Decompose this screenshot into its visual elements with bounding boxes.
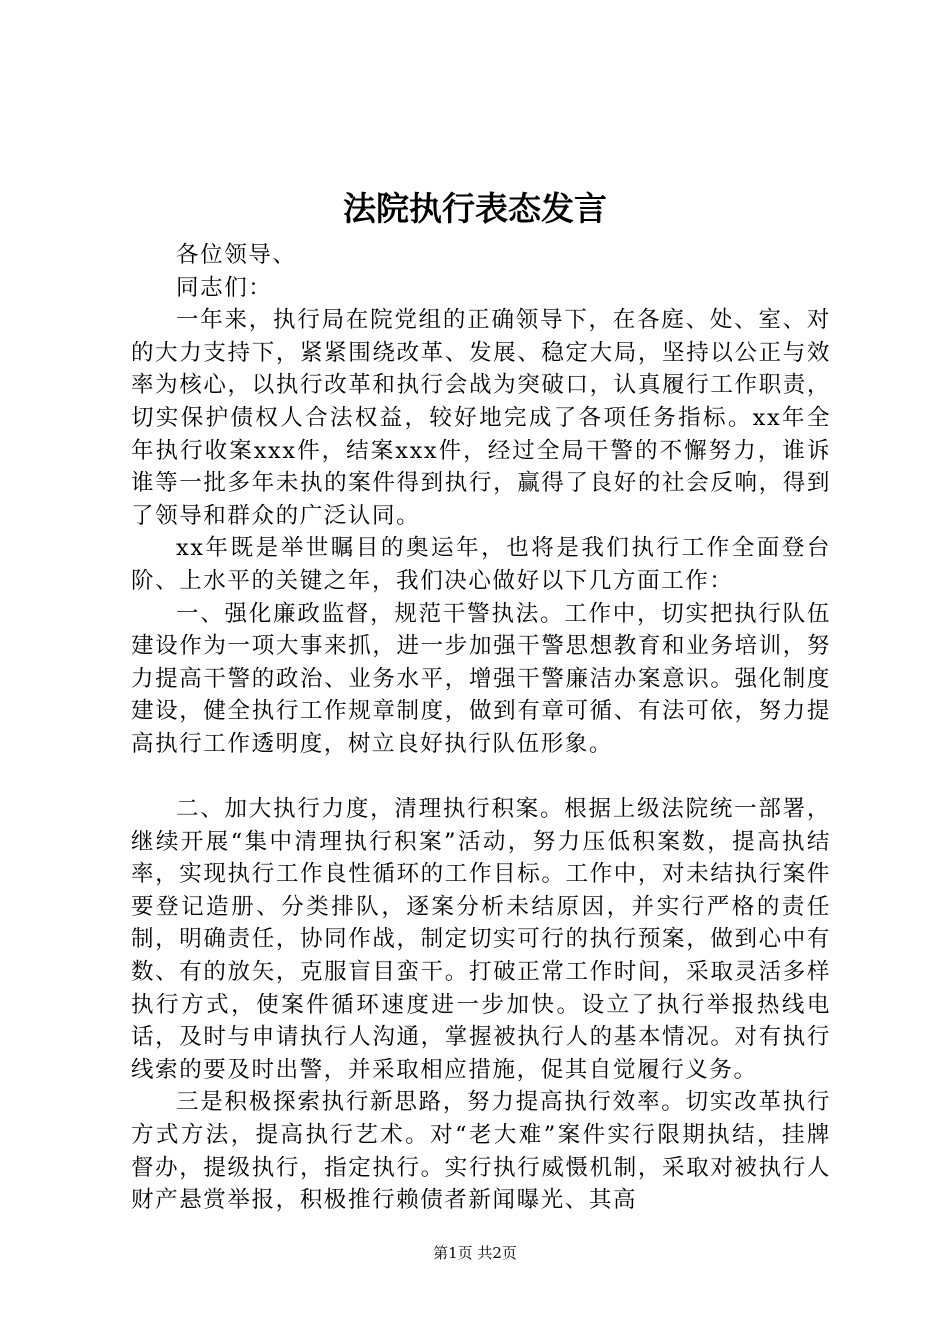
paragraph-5: 三是积极探索执行新思路，努力提高执行效率。切实改革执行方式方法，提高执行艺术。对“老大难”案件实行限期执结，挂牌督办，提级执行，指定执行。实行执行威慑机制，采取对被执行人财产悬赏举报，积极推行赖债者新闻曝光、其高 (131, 1089, 831, 1214)
document-title: 法院执行表态发言 (343, 189, 607, 228)
page-footer: 第1页 共2页 (433, 1244, 517, 1262)
paragraph-1: 一年来，执行局在院党组的正确领导下，在各庭、处、室、对的大力支持下，紧紧围绕改革、发展、稳定大局，坚持以公正与效率为核心，以执行改革和执行会战为突破口，认真履行工作职责，切实保护债权人合法权益，较好地完成了各项任务指标。xx年全年执行收案xxx件，结案xxx件，经过全局干警的不懈努力，谁诉谁等一批多年未执的案件得到执行，赢得了良好的社会反响，得到了领导和群众的广泛认同。 (131, 307, 831, 529)
document-body (131, 239, 831, 1217)
paragraph-3: 一、强化廉政监督，规范干警执法。工作中，切实把执行队伍建设作为一项大事来抓，进一步加强干警思想教育和业务培训，努力提高干警的政治、业务水平，增强干警廉洁办案意识。强化制度建设，健全执行工作规章制度，做到有章可循、有法可依，努力提高执行工作透明度，树立良好执行队伍形象。 (131, 600, 831, 757)
salutation-line-1: 各位领导、 (176, 242, 297, 268)
paragraph-4: 二、加大执行力度，清理执行积案。根据上级法院统一部署，继续开展“集中清理执行积案”活动，努力压低积案数，提高执结率，实现执行工作良性循环的工作目标。工作中，对未结执行案件要登记造册、分类排队，逐案分析未结原因，并实行严格的责任制，明确责任，协同作战，制定切实可行的执行预案，做到心中有数、有的放矢，克服盲目蛮干。打破正常工作时间，采取灵活多样执行方式，使案件循环速度进一步加快。设立了执行举报热线电话，及时与申请执行人沟通，掌握被执行人的基本情况。对有执行线索的要及时出警，并采取相应措施，促其自觉履行义务。 (131, 796, 831, 1083)
salutation-line-2: 同志们： (176, 274, 273, 301)
paragraph-2: xx年既是举世瞩目的奥运年，也将是我们执行工作全面登台阶、上水平的关键之年，我们决心做好以下几方面工作： (131, 535, 831, 594)
